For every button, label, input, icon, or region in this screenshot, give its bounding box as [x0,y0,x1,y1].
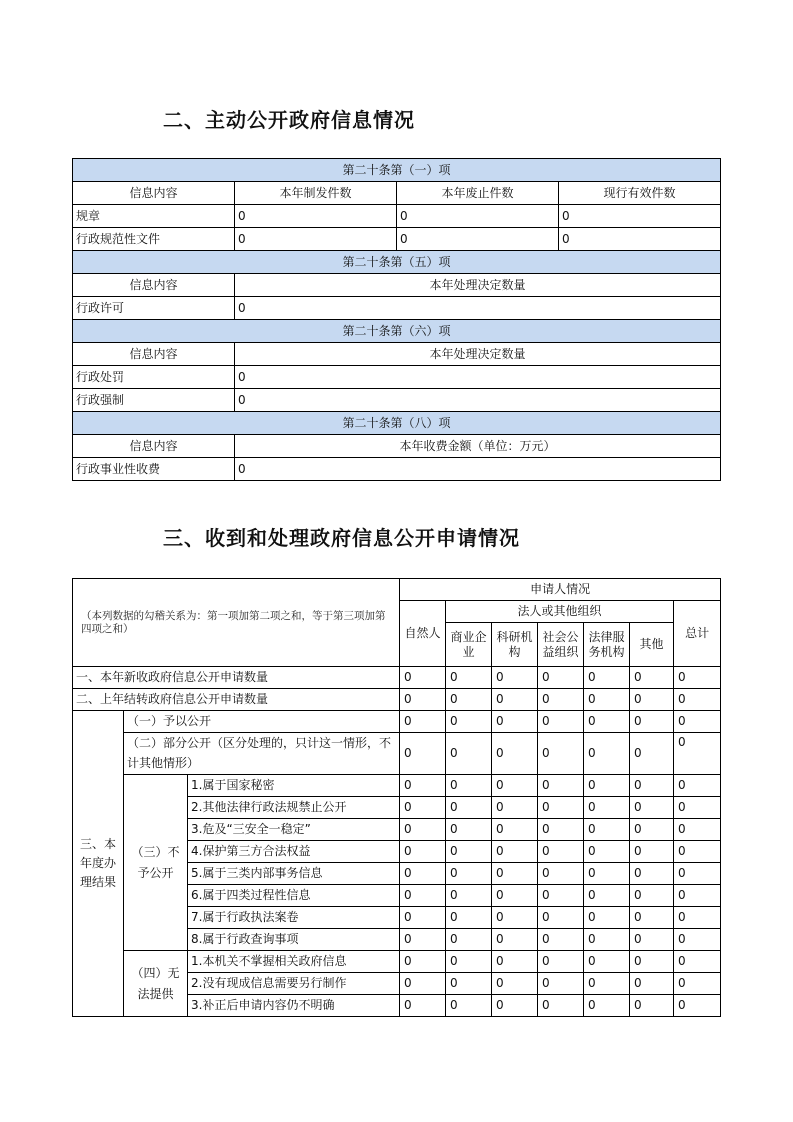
cell-value: 0 [492,863,538,885]
header-decision-count: 本年处理决定数量 [235,343,721,366]
proactive-disclosure-table [72,158,721,481]
cell-value: 0 [538,929,584,951]
cell-value: 0 [400,907,446,929]
cell-value: 0 [400,885,446,907]
cell-value: 0 [400,819,446,841]
row-label: 规章 [73,205,235,228]
table-row [73,389,721,412]
cell-value: 0 [630,689,674,711]
application-handling-table [72,578,721,1017]
row-label: 二、上年结转政府信息公开申请数量 [73,689,400,711]
table-row [73,667,721,689]
header-info-content: 信息内容 [73,182,235,205]
cell-value: 0 [400,775,446,797]
cell-value: 0 [235,458,721,481]
row-label: 行政处罚 [73,366,235,389]
cell-value: 0 [538,863,584,885]
cell-value: 0 [446,841,492,863]
table-note: （本列数据的勾稽关系为：第一项加第二项之和，等于第三项加第四项之和） [73,579,400,667]
header-info-content: 信息内容 [73,435,235,458]
row-label: （二）部分公开（区分处理的，只计这一情形，不计其他情形） [124,733,400,775]
cell-value: 0 [400,689,446,711]
cell-value: 0 [674,951,721,973]
row-label: （一）予以公开 [124,711,400,733]
cell-value: 0 [400,733,446,775]
row-label: 一、本年新收政府信息公开申请数量 [73,667,400,689]
cell-value: 0 [492,733,538,775]
cell-value: 0 [492,819,538,841]
cell-value: 0 [630,907,674,929]
cell-value: 0 [538,711,584,733]
cell-value: 0 [538,733,584,775]
row-label: 1.本机关不掌握相关政府信息 [188,951,400,973]
table-row [73,951,721,973]
cell-value: 0 [400,973,446,995]
cell-value: 0 [538,951,584,973]
row-label: 2.其他法律行政法规禁止公开 [188,797,400,819]
cell-value: 0 [584,951,630,973]
cell-value: 0 [235,205,397,228]
cell-value: 0 [630,885,674,907]
cell-value: 0 [630,797,674,819]
cell-value: 0 [538,907,584,929]
header-abolished-count: 本年废止件数 [397,182,559,205]
cell-value: 0 [584,885,630,907]
cell-value: 0 [630,667,674,689]
cell-value: 0 [400,995,446,1017]
cell-value: 0 [538,841,584,863]
band-item-6: 第二十条第（六）项 [73,320,721,343]
col-research: 科研机构 [492,623,538,667]
cell-value: 0 [674,841,721,863]
table-row [73,689,721,711]
cell-value: 0 [584,907,630,929]
cell-value: 0 [674,973,721,995]
table-row [73,228,721,251]
cell-value: 0 [400,667,446,689]
cell-value: 0 [674,907,721,929]
table-row [73,458,721,481]
cell-value: 0 [446,733,492,775]
row-label: 行政强制 [73,389,235,412]
cell-value: 0 [492,951,538,973]
band-item-1: 第二十条第（一）项 [73,159,721,182]
cell-value: 0 [446,995,492,1017]
cell-value: 0 [559,228,721,251]
cell-value: 0 [584,711,630,733]
cell-value: 0 [630,775,674,797]
cell-value: 0 [538,689,584,711]
table-row [73,711,721,733]
cell-value: 0 [584,819,630,841]
cell-value: 0 [630,995,674,1017]
row-label: 2.没有现成信息需要另行制作 [188,973,400,995]
cell-value: 0 [674,689,721,711]
cell-value: 0 [446,797,492,819]
cell-value: 0 [400,797,446,819]
cell-value: 0 [446,885,492,907]
cell-value: 0 [584,689,630,711]
cell-value: 0 [400,841,446,863]
cell-value: 0 [492,885,538,907]
cell-value: 0 [584,863,630,885]
cell-value: 0 [584,733,630,775]
applicant-header: 申请人情况 [400,579,721,601]
cell-value: 0 [446,667,492,689]
header-info-content: 信息内容 [73,274,235,297]
cell-value: 0 [492,841,538,863]
cell-value: 0 [584,929,630,951]
cell-value: 0 [674,929,721,951]
result-group-label: 三、本年度办理结果 [73,711,124,1017]
header-info-content: 信息内容 [73,343,235,366]
col-commercial: 商业企业 [446,623,492,667]
cell-value: 0 [674,711,721,733]
table-row [73,297,721,320]
cell-value: 0 [235,228,397,251]
table-row [73,366,721,389]
cell-value: 0 [397,228,559,251]
cell-value: 0 [492,711,538,733]
cell-value: 0 [235,297,721,320]
cell-value: 0 [400,951,446,973]
cell-value: 0 [538,885,584,907]
cell-value: 0 [446,907,492,929]
cell-value: 0 [397,205,559,228]
cell-value: 0 [446,863,492,885]
header-fee-amount: 本年收费金额（单位：万元） [235,435,721,458]
cell-value: 0 [538,797,584,819]
band-item-5: 第二十条第（五）项 [73,251,721,274]
section2-heading: 二、主动公开政府信息情况 [163,108,415,132]
cell-value: 0 [446,819,492,841]
unable-group-label: （四）无法提供 [124,951,188,1017]
cell-value: 0 [559,205,721,228]
row-label: 行政事业性收费 [73,458,235,481]
cell-value: 0 [492,929,538,951]
cell-value: 0 [492,797,538,819]
row-label: 8.属于行政查询事项 [188,929,400,951]
cell-value: 0 [630,733,674,775]
cell-value: 0 [538,973,584,995]
cell-value: 0 [492,689,538,711]
cell-value: 0 [584,973,630,995]
table-row [73,733,721,775]
cell-value: 0 [630,929,674,951]
header-decision-count: 本年处理决定数量 [235,274,721,297]
cell-value: 0 [584,841,630,863]
cell-value: 0 [538,995,584,1017]
cell-value: 0 [400,863,446,885]
cell-value: 0 [584,797,630,819]
row-label: 行政规范性文件 [73,228,235,251]
cell-value: 0 [674,797,721,819]
cell-value: 0 [400,929,446,951]
band-item-8: 第二十条第（八）项 [73,412,721,435]
row-label: 6.属于四类过程性信息 [188,885,400,907]
row-label: 5.属于三类内部事务信息 [188,863,400,885]
col-other: 其他 [630,623,674,667]
table-row [73,205,721,228]
row-label: 3.危及“三安全一稳定” [188,819,400,841]
cell-value: 0 [538,819,584,841]
cell-value: 0 [630,863,674,885]
cell-value: 0 [538,775,584,797]
cell-value: 0 [492,995,538,1017]
cell-value: 0 [492,775,538,797]
col-total: 总计 [674,601,721,667]
col-public-welfare: 社会公益组织 [538,623,584,667]
cell-value: 0 [584,667,630,689]
cell-value: 0 [674,885,721,907]
cell-value: 0 [446,775,492,797]
cell-value: 0 [584,995,630,1017]
header-issued-count: 本年制发件数 [235,182,397,205]
cell-value: 0 [446,929,492,951]
denied-group-label: （三）不予公开 [124,775,188,951]
cell-value: 0 [235,389,721,412]
row-label: 3.补正后申请内容仍不明确 [188,995,400,1017]
cell-value: 0 [584,775,630,797]
cell-value: 0 [674,819,721,841]
cell-value: 0 [674,863,721,885]
section3-heading: 三、收到和处理政府信息公开申请情况 [163,526,520,550]
cell-value: 0 [492,973,538,995]
cell-value: 0 [538,667,584,689]
cell-value: 0 [674,775,721,797]
cell-value: 0 [630,819,674,841]
cell-value: 0 [674,733,721,775]
row-label: 1.属于国家秘密 [188,775,400,797]
cell-value: 0 [446,689,492,711]
col-natural-person: 自然人 [400,601,446,667]
cell-value: 0 [674,995,721,1017]
cell-value: 0 [492,907,538,929]
cell-value: 0 [400,711,446,733]
cell-value: 0 [446,711,492,733]
cell-value: 0 [492,667,538,689]
cell-value: 0 [630,711,674,733]
table-row [73,775,721,797]
cell-value: 0 [446,951,492,973]
cell-value: 0 [235,366,721,389]
cell-value: 0 [630,973,674,995]
cell-value: 0 [446,973,492,995]
header-valid-count: 现行有效件数 [559,182,721,205]
cell-value: 0 [674,667,721,689]
row-label: 7.属于行政执法案卷 [188,907,400,929]
legal-entity-header: 法人或其他组织 [446,601,674,623]
row-label: 行政许可 [73,297,235,320]
row-label: 4.保护第三方合法权益 [188,841,400,863]
col-legal-service: 法律服务机构 [584,623,630,667]
cell-value: 0 [630,841,674,863]
cell-value: 0 [630,951,674,973]
